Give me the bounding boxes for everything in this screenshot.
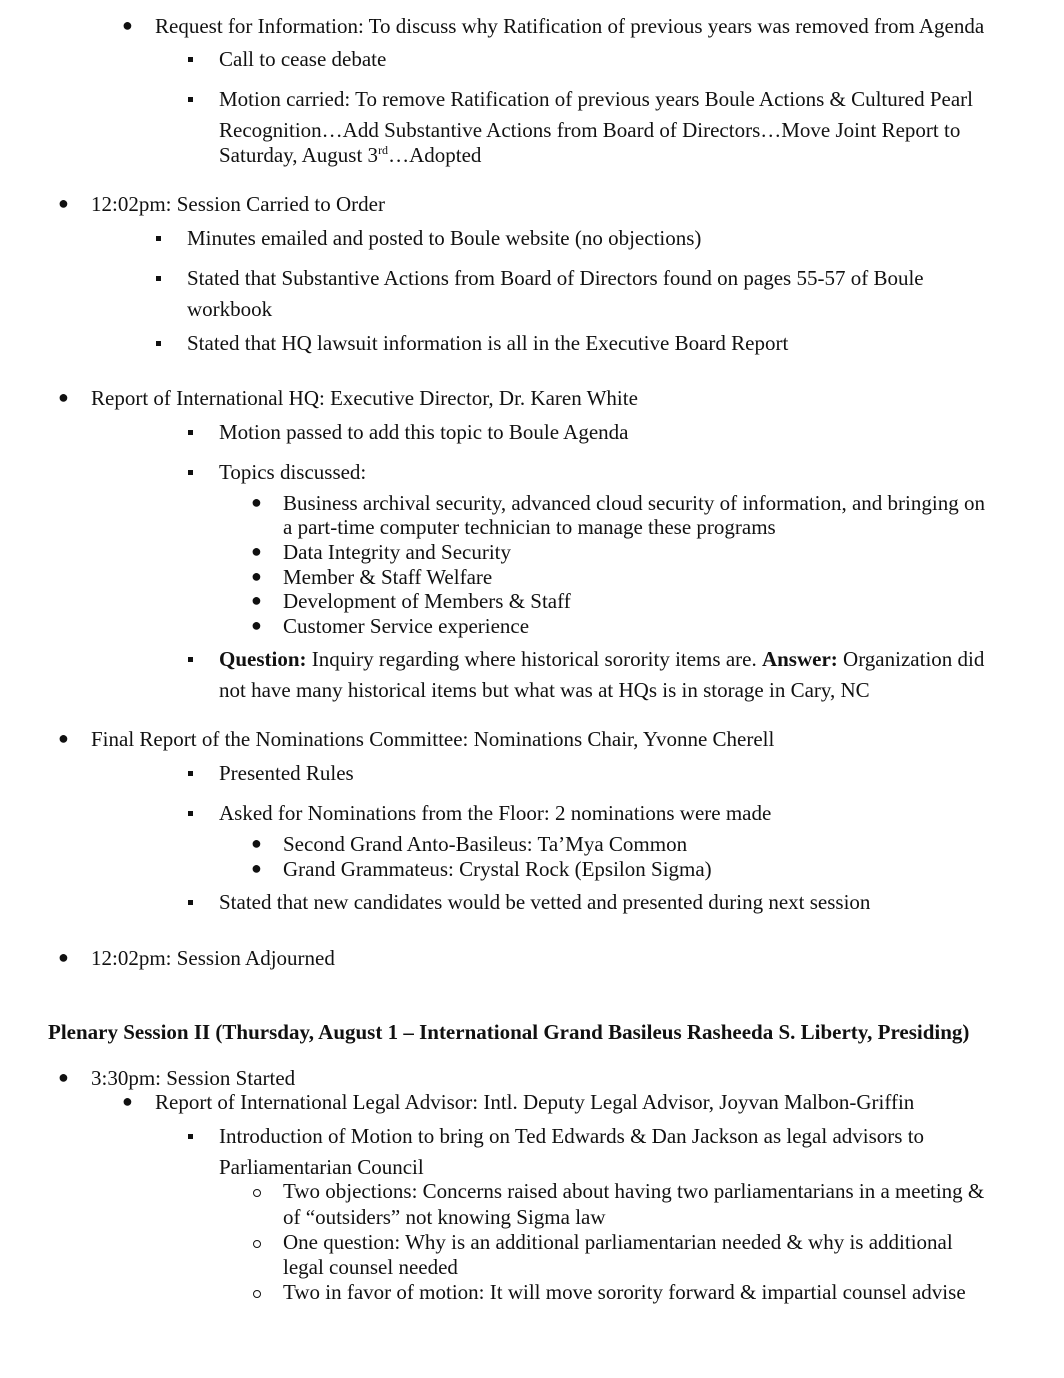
bullet-dot-icon: ● bbox=[251, 566, 262, 586]
list-item: Introduction of Motion to bring on Ted Edwards & Dan Jackson as legal advisors to bbox=[219, 1124, 925, 1148]
list-item: 3:30pm: Session Started bbox=[91, 1066, 296, 1090]
bullet-dot-icon: ● bbox=[58, 1067, 69, 1087]
bullet-dot-icon: ● bbox=[251, 590, 262, 610]
bullet-dot-icon: ● bbox=[251, 492, 262, 512]
list-item: Asked for Nominations from the Floor: 2 nominations were made bbox=[219, 801, 772, 825]
list-item: Data Integrity and Security bbox=[283, 540, 512, 564]
list-item-continuation: workbook bbox=[187, 297, 273, 321]
list-item: Presented Rules bbox=[219, 761, 354, 785]
bullet-dot-icon: ● bbox=[251, 615, 262, 635]
list-item: Final Report of the Nominations Committee: Nominations Chair, Yvonne Cherell bbox=[91, 727, 775, 751]
list-item-continuation: legal counsel needed bbox=[283, 1255, 458, 1279]
bullet-dot-icon: ● bbox=[251, 833, 262, 853]
list-item-continuation: of “outsiders” not knowing Sigma law bbox=[283, 1205, 606, 1229]
date-text: Saturday, August 3 bbox=[219, 143, 379, 167]
list-item-continuation: a part-time computer technician to manage these programs bbox=[283, 515, 776, 539]
list-item bbox=[219, 647, 984, 671]
list-item: Customer Service experience bbox=[283, 614, 530, 638]
bullet-square-icon bbox=[188, 430, 193, 435]
bullet-dot-icon: ● bbox=[58, 947, 69, 967]
list-item-continuation bbox=[219, 143, 481, 167]
list-item: Report of International HQ: Executive Director, Dr. Karen White bbox=[91, 386, 638, 410]
bullet-circle-icon bbox=[253, 1240, 261, 1248]
adopted-text: …Adopted bbox=[388, 143, 482, 167]
list-item: Stated that Substantive Actions from Board of Directors found on pages 55-57 of Boule bbox=[187, 266, 924, 290]
bullet-dot-icon: ● bbox=[58, 728, 69, 748]
list-item-continuation: Recognition…Add Substantive Actions from Board of Directors…Move Joint Report to bbox=[219, 118, 961, 142]
list-item-continuation: Parliamentarian Council bbox=[219, 1155, 424, 1179]
bullet-dot-icon: ● bbox=[122, 15, 133, 35]
bullet-dot-icon: ● bbox=[251, 858, 262, 878]
list-item: Call to cease debate bbox=[219, 47, 387, 71]
bullet-square-icon bbox=[188, 1134, 193, 1139]
bullet-circle-icon bbox=[253, 1189, 261, 1197]
list-item: Second Grand Anto-Basileus: Ta’Mya Common bbox=[283, 832, 688, 856]
question-label: Question: bbox=[219, 647, 307, 671]
list-item: Stated that new candidates would be vetted and presented during next session bbox=[219, 890, 871, 914]
list-item: Motion passed to add this topic to Boule Agenda bbox=[219, 420, 629, 444]
bullet-square-icon bbox=[188, 470, 193, 475]
list-item: Two in favor of motion: It will move sorority forward & impartial counsel advise bbox=[283, 1280, 966, 1304]
list-item: Topics discussed: bbox=[219, 460, 367, 484]
bullet-square-icon bbox=[156, 236, 161, 241]
list-item: Minutes emailed and posted to Boule website (no objections) bbox=[187, 226, 702, 250]
answer-label: Answer: bbox=[761, 647, 838, 671]
bullet-square-icon bbox=[188, 771, 193, 776]
list-item: 12:02pm: Session Carried to Order bbox=[91, 192, 385, 216]
list-item: 12:02pm: Session Adjourned bbox=[91, 946, 335, 970]
bullet-square-icon bbox=[188, 657, 193, 662]
list-item: Motion carried: To remove Ratification of previous years Boule Actions & Cultured Pearl bbox=[219, 87, 973, 111]
bullet-square-icon bbox=[188, 811, 193, 816]
bullet-dot-icon: ● bbox=[58, 387, 69, 407]
list-item-continuation: not have many historical items but what was at HQs is in storage in Cary, NC bbox=[219, 678, 870, 702]
list-item: Member & Staff Welfare bbox=[283, 565, 493, 589]
answer-text: Organization did bbox=[837, 647, 985, 671]
section-heading: Plenary Session II (Thursday, August 1 – International Grand Basileus Rasheeda S. Liberty, Presiding) bbox=[48, 1020, 970, 1044]
ordinal-suffix: rd bbox=[378, 143, 389, 157]
list-item: Report of International Legal Advisor: Intl. Deputy Legal Advisor, Joyvan Malbon-Griffin bbox=[155, 1090, 915, 1114]
list-item: Development of Members & Staff bbox=[283, 589, 571, 613]
list-item: Stated that HQ lawsuit information is all in the Executive Board Report bbox=[187, 331, 789, 355]
question-text: Inquiry regarding where historical sorority items are. bbox=[306, 647, 762, 671]
bullet-square-icon bbox=[188, 57, 193, 62]
bullet-dot-icon: ● bbox=[122, 1091, 133, 1111]
bullet-square-icon bbox=[188, 900, 193, 905]
list-item: Business archival security, advanced cloud security of information, and bringing on bbox=[283, 491, 985, 515]
list-item: Grand Grammateus: Crystal Rock (Epsilon Sigma) bbox=[283, 857, 712, 881]
bullet-dot-icon: ● bbox=[251, 541, 262, 561]
bullet-square-icon bbox=[156, 341, 161, 346]
list-item: One question: Why is an additional parliamentarian needed & why is additional bbox=[283, 1230, 953, 1254]
bullet-square-icon bbox=[188, 97, 193, 102]
list-item: Two objections: Concerns raised about having two parliamentarians in a meeting & bbox=[283, 1179, 985, 1203]
bullet-circle-icon bbox=[253, 1290, 261, 1298]
bullet-square-icon bbox=[156, 276, 161, 281]
bullet-dot-icon: ● bbox=[58, 193, 69, 213]
list-item: Request for Information: To discuss why Ratification of previous years was removed from Agenda bbox=[155, 14, 985, 38]
